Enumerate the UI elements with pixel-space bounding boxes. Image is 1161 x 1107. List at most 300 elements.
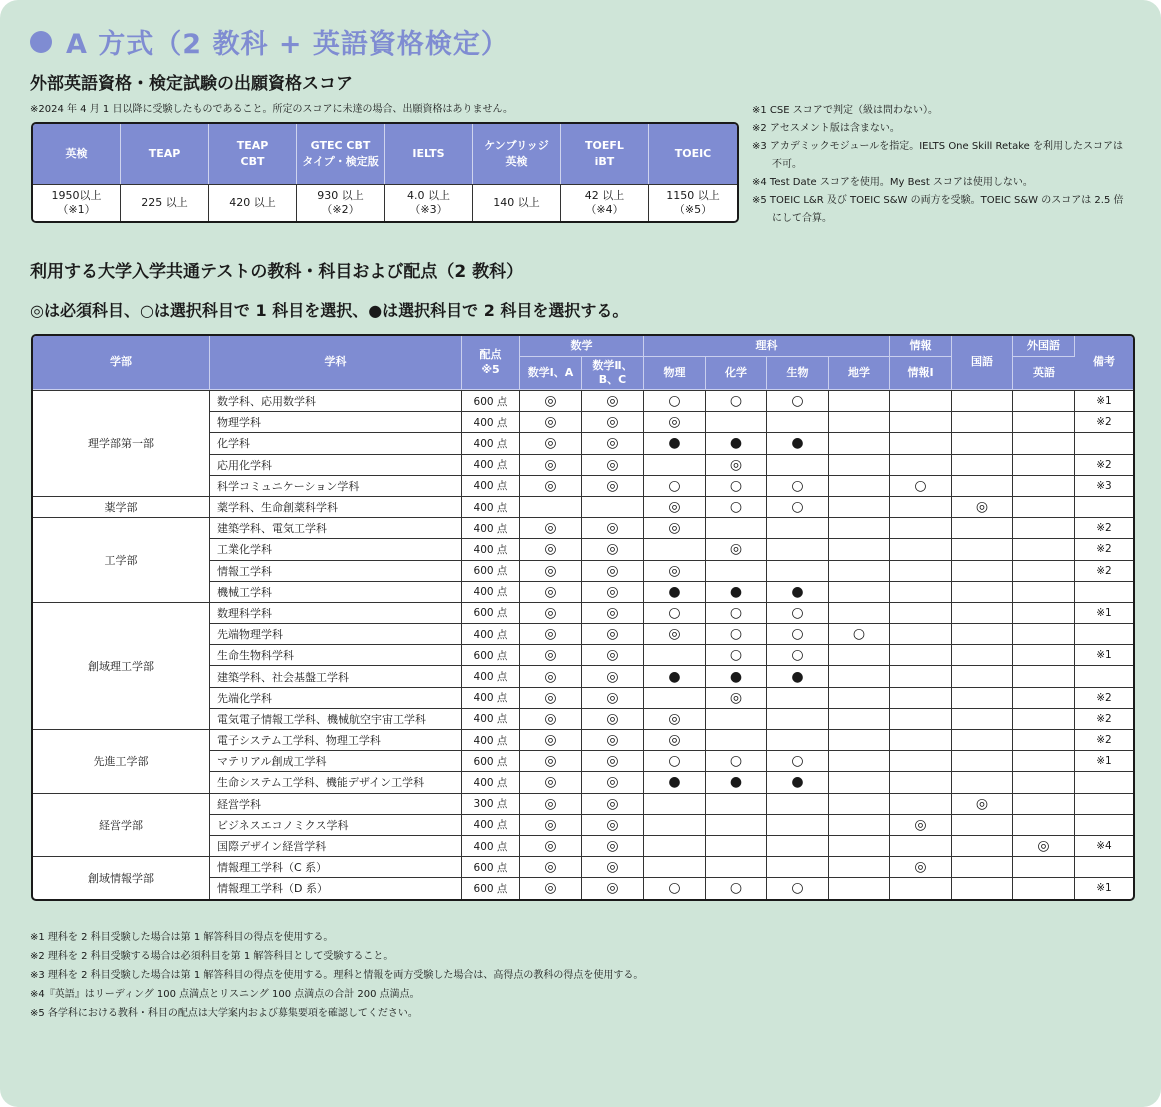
mark-math-1a: ◎ — [520, 411, 582, 432]
remark-cell: ※2 — [1075, 708, 1133, 729]
mark-physics: ◎ — [644, 496, 706, 517]
mark-earth-science — [829, 454, 890, 475]
score-value-line: 42 以上 — [584, 189, 625, 203]
header-faculty: 学部 — [33, 336, 210, 390]
mark-japanese — [952, 517, 1013, 538]
header-points-note: ※5 — [481, 362, 500, 376]
faculty-cell: 工学部 — [33, 517, 210, 602]
mark-earth-science — [829, 581, 890, 602]
mark-physics: ◎ — [644, 517, 706, 538]
mark-english — [1013, 602, 1075, 623]
score-side-note: ※4 Test Date スコアを使用。My Best スコアは使用しない。 — [752, 177, 1033, 188]
mark-biology: ○ — [767, 750, 829, 771]
mark-japanese — [952, 771, 1013, 792]
mark-physics — [644, 644, 706, 665]
score-header-line: タイプ・検定版 — [302, 155, 379, 168]
mark-earth-science — [829, 729, 890, 750]
mark-earth-science — [829, 496, 890, 517]
mark-physics — [644, 454, 706, 475]
mark-biology: ○ — [767, 644, 829, 665]
mark-chemistry: ○ — [706, 390, 767, 411]
footnote: ※5 各学科における教科・科目の配点は大学案内および募集要項を確認してください。 — [30, 1008, 418, 1019]
score-table-value-row — [33, 184, 737, 221]
mark-math-1a: ◎ — [520, 793, 582, 814]
points-cell: 400 点 — [462, 835, 520, 856]
points-cell: 400 点 — [462, 538, 520, 559]
mark-math-2bc: ◎ — [582, 411, 644, 432]
department-cell: 電子システム工学科、物理工学科 — [210, 729, 462, 750]
mark-physics: ● — [644, 771, 706, 792]
mark-math-2bc: ◎ — [582, 814, 644, 835]
score-side-note: ※5 TOEIC L&R 及び TOEIC S&W の両方を受験。TOEIC S&W のスコアは 2.5 倍にして合算。 — [752, 195, 1124, 224]
mark-earth-science — [829, 665, 890, 686]
section-note-english-scores: ※2024 年 4 月 1 日以降に受験したものであること。所定のスコアに未達の場合、出願資格はありません。 — [30, 104, 514, 115]
department-cell: 国際デザイン経営学科 — [210, 835, 462, 856]
mark-math-2bc: ◎ — [582, 517, 644, 538]
section-subtitle-legend: ◎は必須科目、○は選択科目で 1 科目を選択、●は選択科目で 2 科目を選択する。 — [30, 301, 629, 320]
mark-info-1: ○ — [890, 475, 952, 496]
department-cell: 数理科学科 — [210, 602, 462, 623]
mark-chemistry: ○ — [706, 623, 767, 644]
mark-math-1a: ◎ — [520, 560, 582, 581]
mark-biology: ○ — [767, 475, 829, 496]
mark-math-1a: ◎ — [520, 814, 582, 835]
mark-english — [1013, 729, 1075, 750]
score-value-cell — [297, 184, 385, 221]
mark-physics — [644, 538, 706, 559]
mark-japanese — [952, 644, 1013, 665]
score-header-line: iBT — [594, 155, 615, 168]
mark-math-1a: ◎ — [520, 708, 582, 729]
mark-info-1 — [890, 517, 952, 538]
mark-biology: ○ — [767, 390, 829, 411]
mark-info-1 — [890, 687, 952, 708]
mark-biology: ● — [767, 432, 829, 453]
department-cell: 薬学科、生命創薬科学科 — [210, 496, 462, 517]
mark-earth-science — [829, 390, 890, 411]
mark-japanese — [952, 750, 1013, 771]
mark-chemistry: ● — [706, 581, 767, 602]
mark-japanese — [952, 475, 1013, 496]
mark-english — [1013, 877, 1075, 898]
department-cell: 物理学科 — [210, 411, 462, 432]
mark-chemistry — [706, 835, 767, 856]
mark-info-1 — [890, 454, 952, 475]
points-cell: 400 点 — [462, 708, 520, 729]
mark-japanese: ◎ — [952, 496, 1013, 517]
mark-math-1a: ◎ — [520, 581, 582, 602]
mark-math-2bc: ◎ — [582, 708, 644, 729]
score-header-cell — [473, 124, 561, 184]
score-header-line: TEAP — [236, 139, 269, 153]
mark-math-1a: ◎ — [520, 454, 582, 475]
score-header-line: ケンブリッジ — [484, 139, 549, 153]
remark-cell — [1075, 771, 1133, 792]
mark-chemistry — [706, 560, 767, 581]
department-cell: 情報理工学科（D 系） — [210, 877, 462, 898]
bullet-dot-icon — [30, 31, 52, 53]
points-cell: 600 点 — [462, 560, 520, 581]
mark-biology: ○ — [767, 877, 829, 898]
remark-cell: ※2 — [1075, 560, 1133, 581]
mark-math-1a: ◎ — [520, 835, 582, 856]
department-cell: 先端化学科 — [210, 687, 462, 708]
mark-chemistry: ○ — [706, 750, 767, 771]
mark-math-2bc — [582, 496, 644, 517]
mark-japanese — [952, 814, 1013, 835]
mark-info-1 — [890, 750, 952, 771]
mark-math-2bc: ◎ — [582, 771, 644, 792]
footnote: ※2 理科を 2 科目受験する場合は必須科目を第 1 解答科目として受験すること。 — [30, 951, 394, 962]
mark-math-1a: ◎ — [520, 538, 582, 559]
header-math-2bc — [582, 357, 644, 390]
score-header-line: IELTS — [412, 147, 445, 161]
mark-info-1 — [890, 793, 952, 814]
mark-english — [1013, 496, 1075, 517]
footnote: ※1 理科を 2 科目受験した場合は第 1 解答科目の得点を使用する。 — [30, 932, 334, 943]
mark-math-2bc: ◎ — [582, 750, 644, 771]
table-row — [33, 390, 1133, 411]
mark-biology: ○ — [767, 623, 829, 644]
score-value-line: 4.0 以上 — [407, 189, 450, 203]
mark-japanese — [952, 877, 1013, 898]
department-cell: 数学科、応用数学科 — [210, 390, 462, 411]
faculty-cell: 先進工学部 — [33, 729, 210, 793]
mark-info-1 — [890, 432, 952, 453]
mark-physics — [644, 814, 706, 835]
mark-japanese — [952, 454, 1013, 475]
points-cell: 600 点 — [462, 602, 520, 623]
footnote: ※4『英語』はリーディング 100 点満点とリスニング 100 点満点の合計 200 点満点。 — [30, 989, 420, 1000]
mark-biology — [767, 454, 829, 475]
department-cell: 情報理工学科（C 系） — [210, 856, 462, 877]
department-cell: 情報工学科 — [210, 560, 462, 581]
remark-cell: ※2 — [1075, 454, 1133, 475]
score-header-cell — [385, 124, 473, 184]
points-cell: 400 点 — [462, 665, 520, 686]
mark-chemistry: ◎ — [706, 454, 767, 475]
mark-math-2bc: ◎ — [582, 835, 644, 856]
header-physics: 物理 — [644, 357, 706, 390]
mark-biology — [767, 708, 829, 729]
mark-math-2bc: ◎ — [582, 454, 644, 475]
score-value-line: （※4） — [585, 203, 624, 216]
mark-math-1a: ◎ — [520, 517, 582, 538]
department-cell: 科学コミュニケーション学科 — [210, 475, 462, 496]
remark-cell: ※1 — [1075, 750, 1133, 771]
mark-info-1 — [890, 771, 952, 792]
remark-cell — [1075, 496, 1133, 517]
mark-earth-science — [829, 793, 890, 814]
mark-math-1a: ◎ — [520, 432, 582, 453]
mark-earth-science — [829, 644, 890, 665]
mark-english — [1013, 538, 1075, 559]
mark-earth-science — [829, 475, 890, 496]
points-cell: 400 点 — [462, 623, 520, 644]
mark-chemistry: ● — [706, 432, 767, 453]
mark-math-1a: ◎ — [520, 771, 582, 792]
mark-physics: ● — [644, 432, 706, 453]
score-value-line: 1950以上 — [51, 189, 102, 203]
department-cell: マテリアル創成工学科 — [210, 750, 462, 771]
header-chemistry: 化学 — [706, 357, 767, 390]
header-japanese: 国語 — [952, 336, 1013, 390]
mark-biology — [767, 814, 829, 835]
mark-math-1a — [520, 496, 582, 517]
mark-info-1 — [890, 877, 952, 898]
mark-biology — [767, 687, 829, 708]
points-cell: 600 点 — [462, 877, 520, 898]
mark-math-2bc: ◎ — [582, 729, 644, 750]
score-value-line: （※3） — [409, 203, 448, 216]
mark-math-2bc: ◎ — [582, 581, 644, 602]
score-value-cell — [385, 184, 473, 221]
score-header-line: GTEC CBT — [310, 139, 371, 153]
score-value-cell — [649, 184, 737, 221]
header-math-1a: 数学Ⅰ、A — [520, 357, 582, 390]
mark-chemistry — [706, 729, 767, 750]
score-header-cell — [121, 124, 209, 184]
mark-earth-science — [829, 517, 890, 538]
header-foreign-language: 外国語 — [1013, 336, 1075, 357]
header-science: 理科 — [644, 336, 890, 357]
department-cell: 電気電子情報工学科、機械航空宇宙工学科 — [210, 708, 462, 729]
mark-info-1: ◎ — [890, 814, 952, 835]
mark-japanese — [952, 623, 1013, 644]
mark-physics: ○ — [644, 602, 706, 623]
mark-physics — [644, 687, 706, 708]
points-cell: 400 点 — [462, 687, 520, 708]
mark-physics: ○ — [644, 750, 706, 771]
mark-chemistry: ○ — [706, 475, 767, 496]
points-cell: 400 点 — [462, 454, 520, 475]
score-value-line: （※2） — [321, 203, 360, 216]
mark-english — [1013, 560, 1075, 581]
mark-math-1a: ◎ — [520, 750, 582, 771]
faculty-cell: 創域理工学部 — [33, 602, 210, 729]
mark-info-1 — [890, 560, 952, 581]
faculty-cell: 創域情報学部 — [33, 856, 210, 898]
subject-header-row-1 — [33, 336, 1133, 357]
mark-physics: ◎ — [644, 560, 706, 581]
mark-japanese — [952, 390, 1013, 411]
header-math-2bc-line1: 数学Ⅱ、 — [592, 358, 633, 372]
mark-japanese — [952, 602, 1013, 623]
mark-math-1a: ◎ — [520, 729, 582, 750]
mark-math-2bc: ◎ — [582, 602, 644, 623]
mark-biology — [767, 517, 829, 538]
mark-biology — [767, 560, 829, 581]
mark-english — [1013, 411, 1075, 432]
mark-japanese — [952, 708, 1013, 729]
mark-english — [1013, 475, 1075, 496]
mark-biology — [767, 835, 829, 856]
points-cell: 400 点 — [462, 432, 520, 453]
department-cell: 機械工学科 — [210, 581, 462, 602]
department-cell: ビジネスエコノミクス学科 — [210, 814, 462, 835]
header-points-label: 配点 — [479, 348, 502, 362]
mark-biology — [767, 538, 829, 559]
mark-info-1 — [890, 835, 952, 856]
score-header-cell — [209, 124, 297, 184]
mark-english — [1013, 793, 1075, 814]
mark-english — [1013, 454, 1075, 475]
mark-chemistry — [706, 856, 767, 877]
mark-math-1a: ◎ — [520, 856, 582, 877]
mark-earth-science — [829, 538, 890, 559]
points-cell: 300 点 — [462, 793, 520, 814]
mark-chemistry: ◎ — [706, 538, 767, 559]
mark-english: ◎ — [1013, 835, 1075, 856]
header-department: 学科 — [210, 336, 462, 390]
department-cell: 応用化学科 — [210, 454, 462, 475]
mark-math-1a: ◎ — [520, 644, 582, 665]
mark-japanese — [952, 665, 1013, 686]
faculty-cell: 経営学部 — [33, 793, 210, 857]
score-side-note: ※2 アセスメント版は含まない。 — [752, 123, 900, 134]
mark-english — [1013, 814, 1075, 835]
mark-physics: ○ — [644, 475, 706, 496]
score-header-cell — [33, 124, 121, 184]
mark-physics: ○ — [644, 390, 706, 411]
mark-math-1a: ◎ — [520, 475, 582, 496]
mark-math-2bc: ◎ — [582, 687, 644, 708]
remark-cell: ※3 — [1075, 475, 1133, 496]
mark-math-2bc: ◎ — [582, 390, 644, 411]
mark-english — [1013, 708, 1075, 729]
mark-english — [1013, 390, 1075, 411]
points-cell: 600 点 — [462, 750, 520, 771]
footnote: ※3 理科を 2 科目受験した場合は第 1 解答科目の得点を使用する。理科と情報を両方受験した場合は、高得点の教科の得点を使用する。 — [30, 970, 644, 981]
header-info: 情報 — [890, 336, 952, 357]
footnotes — [30, 928, 643, 1023]
mark-physics: ◎ — [644, 623, 706, 644]
mark-info-1 — [890, 623, 952, 644]
table-row — [33, 729, 1133, 750]
mark-chemistry: ◎ — [706, 687, 767, 708]
mark-math-1a: ◎ — [520, 390, 582, 411]
department-cell: 生命生物科学科 — [210, 644, 462, 665]
page-title-text: A 方式（2 教科 + 英語資格検定） — [66, 29, 509, 60]
mark-info-1 — [890, 665, 952, 686]
mark-chemistry — [706, 814, 767, 835]
department-cell: 生命システム工学科、機能デザイン工学科 — [210, 771, 462, 792]
score-value-cell — [121, 184, 209, 221]
section-title-english-scores: 外部英語資格・検定試験の出願資格スコア — [30, 74, 353, 94]
score-side-note: ※1 CSE スコアで判定（級は問わない）。 — [752, 105, 939, 116]
score-value-line: （※1） — [57, 203, 96, 216]
mark-physics — [644, 835, 706, 856]
mark-japanese — [952, 835, 1013, 856]
mark-english — [1013, 750, 1075, 771]
mark-info-1: ◎ — [890, 856, 952, 877]
mark-chemistry: ○ — [706, 496, 767, 517]
mark-math-2bc: ◎ — [582, 432, 644, 453]
score-value-line: 140 以上 — [493, 196, 540, 210]
mark-japanese — [952, 538, 1013, 559]
mark-biology — [767, 793, 829, 814]
mark-math-2bc: ◎ — [582, 877, 644, 898]
remark-cell — [1075, 432, 1133, 453]
mark-info-1 — [890, 496, 952, 517]
score-header-line: 英検 — [65, 147, 88, 161]
mark-japanese — [952, 432, 1013, 453]
score-value-line: 420 以上 — [229, 196, 276, 210]
table-row — [33, 793, 1133, 814]
mark-chemistry — [706, 708, 767, 729]
mark-chemistry — [706, 793, 767, 814]
table-row — [33, 856, 1133, 877]
mark-physics — [644, 793, 706, 814]
header-remarks: 備考 — [1075, 336, 1133, 390]
mark-english — [1013, 687, 1075, 708]
mark-earth-science — [829, 750, 890, 771]
mark-biology — [767, 856, 829, 877]
score-value-cell — [561, 184, 649, 221]
score-header-line: 英検 — [505, 155, 528, 168]
score-value-cell — [473, 184, 561, 221]
mark-math-2bc: ◎ — [582, 560, 644, 581]
department-cell: 建築学科、電気工学科 — [210, 517, 462, 538]
points-cell: 600 点 — [462, 390, 520, 411]
mark-math-2bc: ◎ — [582, 856, 644, 877]
header-math-2bc-line2: B、C — [598, 373, 627, 386]
mark-math-2bc: ◎ — [582, 538, 644, 559]
mark-english — [1013, 665, 1075, 686]
table-row — [33, 496, 1133, 517]
mark-earth-science — [829, 771, 890, 792]
mark-earth-science: ○ — [829, 623, 890, 644]
faculty-cell: 薬学部 — [33, 496, 210, 517]
score-header-line: TOEIC — [674, 147, 712, 161]
score-side-notes — [752, 102, 1132, 228]
score-table-header-row — [33, 124, 737, 184]
mark-earth-science — [829, 687, 890, 708]
remark-cell: ※1 — [1075, 644, 1133, 665]
remark-cell: ※4 — [1075, 835, 1133, 856]
points-cell: 400 点 — [462, 517, 520, 538]
mark-japanese: ◎ — [952, 793, 1013, 814]
mark-math-1a: ◎ — [520, 665, 582, 686]
mark-english — [1013, 644, 1075, 665]
remark-cell: ※1 — [1075, 390, 1133, 411]
mark-physics: ◎ — [644, 708, 706, 729]
mark-chemistry: ○ — [706, 877, 767, 898]
mark-earth-science — [829, 856, 890, 877]
points-cell: 600 点 — [462, 644, 520, 665]
points-cell: 400 点 — [462, 475, 520, 496]
mark-info-1 — [890, 644, 952, 665]
mark-chemistry — [706, 411, 767, 432]
remark-cell: ※1 — [1075, 877, 1133, 898]
score-value-cell — [209, 184, 297, 221]
mark-biology: ● — [767, 771, 829, 792]
remark-cell — [1075, 814, 1133, 835]
mark-english — [1013, 432, 1075, 453]
mark-earth-science — [829, 877, 890, 898]
mark-earth-science — [829, 708, 890, 729]
mark-info-1 — [890, 411, 952, 432]
mark-earth-science — [829, 835, 890, 856]
mark-math-2bc: ◎ — [582, 793, 644, 814]
mark-biology — [767, 729, 829, 750]
score-header-cell — [649, 124, 737, 184]
mark-chemistry: ○ — [706, 602, 767, 623]
remark-cell: ※1 — [1075, 602, 1133, 623]
mark-physics: ◎ — [644, 411, 706, 432]
remark-cell: ※2 — [1075, 411, 1133, 432]
department-cell: 化学科 — [210, 432, 462, 453]
